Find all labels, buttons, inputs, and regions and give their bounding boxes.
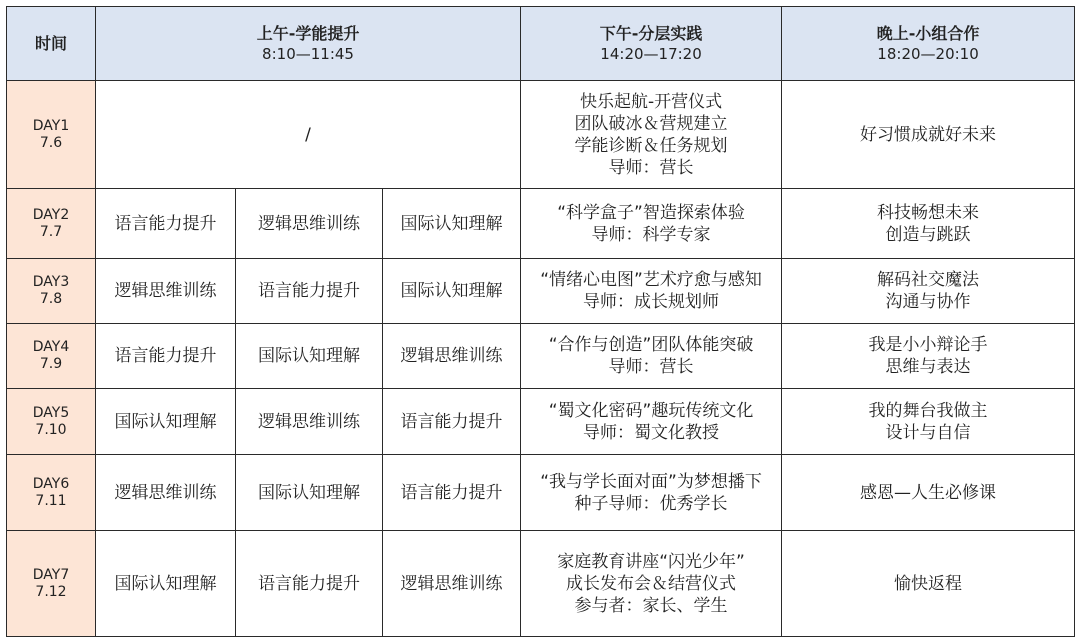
day-cell xyxy=(7,531,96,637)
morning-session-2: 语言能力提升 xyxy=(236,531,383,637)
evening-cell xyxy=(782,189,1075,259)
morning-session-2: 逻辑思维训练 xyxy=(236,389,383,455)
afternoon-line: 导师：科学专家 xyxy=(591,224,711,245)
afternoon-line: 导师：营长 xyxy=(608,157,694,178)
table-row xyxy=(7,389,1075,455)
afternoon-title: 下午-分层实践 xyxy=(599,23,703,43)
evening-line: 设计与自信 xyxy=(885,422,971,443)
date-label: 7.11 xyxy=(35,492,67,509)
morning-session-3: 国际认知理解 xyxy=(383,189,521,259)
morning-title: 上午-学能提升 xyxy=(256,23,360,43)
table-row xyxy=(7,189,1075,259)
afternoon-line: 导师：蜀文化教授 xyxy=(583,422,720,443)
evening-title: 晚上-小组合作 xyxy=(876,23,980,43)
afternoon-line: 导师：营长 xyxy=(608,357,694,377)
afternoon-cell xyxy=(521,259,782,324)
evening-cell xyxy=(782,259,1075,324)
morning-session-1: 语言能力提升 xyxy=(96,324,236,389)
afternoon-line: 团队破冰＆营规建立 xyxy=(574,113,728,134)
morning-placeholder: / xyxy=(305,124,311,145)
day-label: DAY7 xyxy=(32,566,70,583)
evening-line: 愉快返程 xyxy=(894,573,963,594)
header-evening-cell xyxy=(782,7,1075,81)
morning-session-1: 国际认知理解 xyxy=(96,531,236,637)
date-label: 7.8 xyxy=(39,291,63,307)
afternoon-line: 快乐起航-开营仪式 xyxy=(579,91,723,112)
date-label: 7.10 xyxy=(35,421,67,438)
morning-session-2: 逻辑思维训练 xyxy=(236,189,383,259)
afternoon-line: 学能诊断＆任务规划 xyxy=(574,135,728,156)
evening-line: 我是小小辩论手 xyxy=(868,335,988,355)
table-row xyxy=(7,531,1075,637)
afternoon-cell xyxy=(521,531,782,637)
header-time-cell xyxy=(7,7,96,81)
evening-cell xyxy=(782,389,1075,455)
date-label: 7.7 xyxy=(39,223,63,240)
evening-cell xyxy=(782,455,1075,531)
evening-cell xyxy=(782,324,1075,389)
afternoon-cell xyxy=(521,189,782,259)
header-afternoon-cell xyxy=(521,7,782,81)
morning-time: 8:10—11:45 xyxy=(262,44,354,63)
evening-cell xyxy=(782,81,1075,189)
afternoon-cell xyxy=(521,455,782,531)
header-morning-cell xyxy=(96,7,521,81)
morning-session-3: 语言能力提升 xyxy=(383,389,521,455)
table-row xyxy=(7,324,1075,389)
evening-line: 我的舞台我做主 xyxy=(868,400,988,421)
date-label: 7.12 xyxy=(35,583,67,600)
day-cell xyxy=(7,259,96,324)
afternoon-line: “情绪心电图”艺术疗愈与感知 xyxy=(540,270,762,290)
table-row xyxy=(7,259,1075,324)
evening-line: 科技畅想未来 xyxy=(877,202,980,223)
day-label: DAY3 xyxy=(32,274,70,290)
afternoon-cell xyxy=(521,81,782,189)
morning-session-2: 语言能力提升 xyxy=(236,259,383,324)
afternoon-line: 成长发布会＆结营仪式 xyxy=(566,573,737,594)
evening-cell xyxy=(782,531,1075,637)
morning-session-1: 语言能力提升 xyxy=(96,189,236,259)
day-cell xyxy=(7,189,96,259)
evening-line: 解码社交魔法 xyxy=(877,270,980,290)
afternoon-line: “我与学长面对面”为梦想播下 xyxy=(540,471,762,492)
evening-line: 好习惯成就好未来 xyxy=(860,124,997,145)
afternoon-line: “科学盒子”智造探索体验 xyxy=(557,202,745,223)
day-cell xyxy=(7,324,96,389)
morning-session-2: 国际认知理解 xyxy=(236,324,383,389)
date-label: 7.9 xyxy=(39,356,63,372)
evening-line: 沟通与协作 xyxy=(885,292,971,312)
morning-merged-cell xyxy=(96,81,521,189)
afternoon-cell xyxy=(521,389,782,455)
afternoon-time: 14:20—17:20 xyxy=(600,44,702,63)
day-cell xyxy=(7,81,96,189)
morning-session-1: 逻辑思维训练 xyxy=(96,259,236,324)
evening-time: 18:20—20:10 xyxy=(877,44,979,63)
afternoon-cell xyxy=(521,324,782,389)
morning-session-3: 语言能力提升 xyxy=(383,455,521,531)
morning-session-2: 国际认知理解 xyxy=(236,455,383,531)
day-cell xyxy=(7,455,96,531)
afternoon-line: 家庭教育讲座“闪光少年” xyxy=(557,551,745,572)
morning-session-3: 逻辑思维训练 xyxy=(383,324,521,389)
date-label: 7.6 xyxy=(39,134,63,151)
day-cell xyxy=(7,389,96,455)
morning-session-3: 国际认知理解 xyxy=(383,259,521,324)
afternoon-line: 导师：成长规划师 xyxy=(583,292,720,312)
day-label: DAY6 xyxy=(32,475,70,492)
afternoon-line: 参与者：家长、学生 xyxy=(574,595,728,616)
morning-session-1: 国际认知理解 xyxy=(96,389,236,455)
schedule-table xyxy=(6,6,1075,637)
day-label: DAY1 xyxy=(32,117,70,134)
afternoon-line: “合作与创造”团队体能突破 xyxy=(548,335,754,355)
evening-line: 感恩—人生必修课 xyxy=(860,482,997,503)
time-column-label: 时间 xyxy=(34,33,67,53)
table-row xyxy=(7,455,1075,531)
evening-line: 创造与跳跃 xyxy=(885,224,971,245)
table-row xyxy=(7,81,1075,189)
day-label: DAY5 xyxy=(32,404,70,421)
morning-session-3: 逻辑思维训练 xyxy=(383,531,521,637)
day-label: DAY4 xyxy=(32,339,70,355)
morning-session-1: 逻辑思维训练 xyxy=(96,455,236,531)
day-label: DAY2 xyxy=(32,206,70,223)
afternoon-line: 种子导师：优秀学长 xyxy=(574,493,728,514)
evening-line: 思维与表达 xyxy=(885,357,971,377)
header-row xyxy=(7,7,1075,81)
afternoon-line: “蜀文化密码”趣玩传统文化 xyxy=(548,400,754,421)
